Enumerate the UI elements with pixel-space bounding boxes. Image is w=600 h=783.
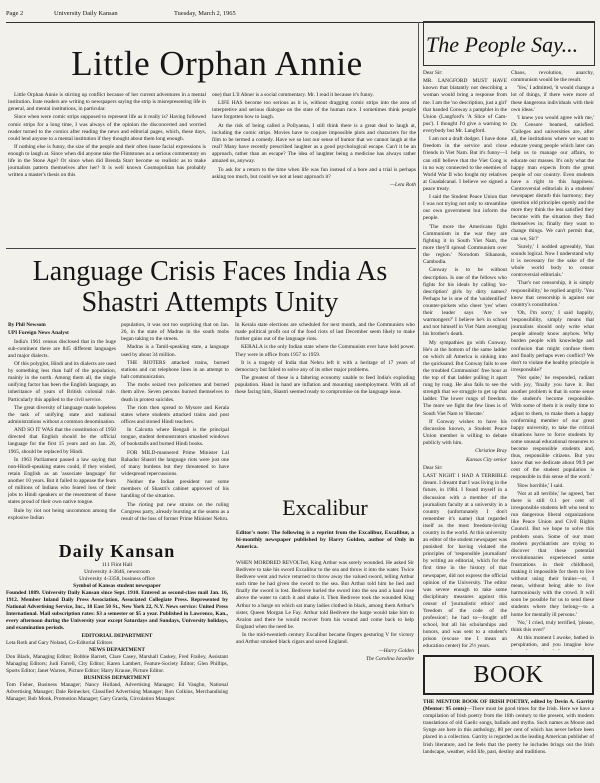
masthead-fine-print: Founded 1889. University Daily Kansan since Sept. 1910. Entered as second-class mail Jan. 16, 1912. Member Inland Daily Press Association, Associated Collegiate Press. Represented by National Advertising Service, Inc., 18 East 50 St., New York 22, N.Y. News service: United Press International. Mail subscription rates: $3 a semester or $5 a year. Published in Lawrence, Kan., every afternoon during the University year except Saturdays and Sundays, University holidays, and examination periods. — [6, 590, 228, 632]
issue-date: Tuesday, March 2, 1965 — [174, 10, 236, 17]
editorial-paragraph: If nothing else is funny, the size of the people and their often inane facial expressions is enough to laugh at. Since when did anyone take the Flintstones as a serious commentary on life in the Stone Age? Or since when did Brenda Starr become so realistic as to make journalists pattern themselves after her? It is well known Cosmopolitan has probably written a master's thesis on this — [8, 144, 206, 179]
lead-paragraph: KERALA is the only Indian state where the Communists ever have held power. They were in office from 1957 to 1959. — [235, 344, 415, 358]
lead-column-1 — [8, 322, 116, 532]
lead-paragraph: Madras is a Tamil-speaking state, a language used by about 34 million. — [121, 344, 229, 358]
lead-paragraph: The mobs seized two policemen and burned them alive. Seven persons burned themselves to death in protest suicides. — [121, 382, 229, 403]
letter-paragraph: 'That's not censorship, it is simply responsibility,' he replied angrily. 'You know that censorship is against our country's constitution.' — [511, 280, 594, 308]
book-reviews-headline: BOOK — [423, 655, 594, 695]
editorial-paragraph: Little Orphan Annie is stirring up conflict because of her current adventures in a mental institution. Irate readers are writing to newspapers saying the strip is misrepresenting life in general, and mental institutions, in particular. — [8, 92, 206, 113]
masthead-address: 111 Flint Hall — [101, 562, 133, 568]
editorial-column-2 — [212, 92, 416, 244]
lead-paragraph: FOR MILD-mannered Prime Minister Lal Bahadur Shastri the language riots were just one of many burdens but they threatened to have widespread repercussions. — [121, 449, 229, 477]
business-department-staff: Tom Fisher, Business Manager; Nancy Holland, Advertising Manager; Ed Vaughn, National Advertising Manager; Dale Reinecker, Classified Advertising Manager; Ron Colkins, Merchandising Manager; Bob Monk, Promotion Manager; Gary Grarda, Circulation Manager. — [6, 681, 228, 703]
letter1-signature: Christine Bray — [475, 448, 507, 455]
letter-paragraph: If Conway wishes to have his discussion known, a Student Peace Union member is willing to debate publicly with him. — [423, 418, 507, 447]
letter1-salutation: Dear Sir: — [423, 70, 443, 76]
letter-paragraph: 'Not at all terrible,' he agreed, 'but there is still 0.1 per cent of irresponsible students left who tend to run dangerous liberal organizations like Peace Union and Civil Rights Council. But we hope to solve this problem soon. Some of our most modern psychiatrists are trying to discover that these potential revolutionaries experienced some frustrations in their childhood, making it impossible for them to live without using their brains—or, I mean, without being able to live harmoniously with the crowd. It will soon be possible for us to send these students where they belong—to a home for mentally ill persons.' — [511, 490, 594, 618]
letter-paragraph: 'No,' I cried, truly terrified, 'please, think this over!' — [511, 619, 594, 633]
editorial-department-heading: EDITORIAL DEPARTMENT — [81, 632, 153, 639]
lead-paragraph: The great diversity of language made hopeless the task of unifying state and national administrations without a common denomination. — [8, 404, 116, 425]
letter-paragraph: At this moment I awoke, bathed in perspiration, and you imagine how — [511, 635, 594, 649]
lead-paragraph: In Calcutta where Bengali is the principal tongue, student demonstrators smashed windows of bookstalls and burned Hindi books. — [121, 427, 229, 448]
letter-paragraph: LAST NIGHT I HAD A TERRIBLE dream. I dreamt that I was living in the future, in 1984. I found myself in a discussion with a member of the journalism faculty at a university in a country (unfortunately I don't remember it's name) that regarded itself as the most freedom-loving country in the world. At this university an editor of the student newspaper was punished for having violated the principles of 'responsible journalism' by writing an editorial, which for the first time in the history of that newspaper, did not express the official opinion of the University. The editor was severe enough to take some disciplinary measures against this censor of 'journalistic ethics' and 'freedom of the code of the profession'; he had to—fought off school, but all his scholarships and honors, and was sent to a student's prison (excuse me I mean an education center) for 2½ years. — [423, 473, 507, 650]
page-number: Page 2 — [6, 10, 24, 17]
letter-paragraph: MR. LANGFORD MUST HAVE known that blatantly not describing a woman would bring a response from me. I am the 'no description, just a girl' that handed Conway a pamphlet in the Union (Langford's 'A Slice of Cam-pus'). I thought I'd give a warning to everybody but Mr. Langford. — [423, 78, 507, 134]
editorial-paragraph: To ask for a return to the time when life was fun instead of a bore and a trial is perhaps asking too much, but could we not at least approach it? — [212, 166, 416, 180]
letter-paragraph: 'How horrible,' I said. — [517, 482, 564, 489]
lead-paragraph: Neither the Indian president nor some members of Shastri's cabinet approved of his handling of the situation. — [121, 479, 229, 500]
letter-paragraph: 'Surely,' I nodded agreeably, 'that sounds logical. Now I understand why it is necessary for the sake of the whole world body to censor controversial editorials.' — [511, 243, 594, 279]
letters-column-1 — [423, 70, 507, 650]
letters-column-2 — [511, 70, 594, 650]
editorial-column-1 — [8, 92, 206, 244]
excalibur-editor-note: Editor's note: The following is a reprint from the Excalibur, Excalibur, a bi-monthly newspaper published by Harry Golden, author of Only in America. — [236, 530, 414, 550]
masthead — [6, 541, 228, 777]
section-rule — [6, 248, 416, 249]
book-review-text: —There must be good times for the Irish. Here we have a compilation of Irish poetry from the 18th century to the present, with modern translations of old Gaelic songs, ballads and myths. Such names as Moore and Synge are here in this anthology, 80 per cent of which has never before been placed in a collection. Garrity is regarded as the leading American publisher of Irish literature, and he feels that the poetry he includes brings out the Irish landscape, weather, wild life, past, destiny and traditions. — [423, 706, 594, 755]
excalibur-signature: —Harry Golden — [378, 647, 414, 654]
editorial-headline: Little Orphan Annie — [71, 44, 363, 83]
excalibur-paragraph: WHEN MORDRED REVOLTed, King Arthur was sorely wounded. He asked Sir Bedivere to take his sword Excalibur to the sea and throw it into the water. Twice Bedivere went and twice returned to throw away the valued sword, telling Arthur each time he had given the sword to the sea. But Arthur told him he lied and finally the sword is lost. Bedivere hurled the sword into the sea and a hand rose above the water to catch it and shake it. Then Bedivere took the wounded King Arthur to a barge on which sat many ladies clothed in black, among them Arthur's sister, Queen Morgan Le Fay. Arthur told Bedivere the barge would take him to Avalon and there he would recover from his wound and come back to help England when the need be. — [236, 560, 414, 630]
letter-paragraph: I said the Student Peace Union that I was not trying not only to streamline our own government but inform the people. — [423, 194, 507, 222]
editorial-paragraph: LIFE HAS become too serious as it is, without dragging comic strips into the area of interpretive and serious dialogue on the state of the human race. I sometimes think people have forgotten how to laugh. — [212, 100, 416, 121]
lead-byline: By Phil Newsom — [8, 322, 46, 328]
letter-paragraph: 'The more the Americans fight Communism in the war they are fighting it in South Viet Nam, the more they'll spread Communism over the region.' Norodom Sihanouk, Cambodia. — [423, 223, 507, 266]
lead-paragraph: In 1963 Parliament passed a law saying that non-Hindi-speaking states could, if they wished, retain English as an 'associate language' for another 10 years. But it failed to appease the fears of millions of Indians who feared loss of their jobs to Hindi speakers or the resentment of those states proud of their own native tongue. — [8, 456, 116, 506]
excalibur-body — [236, 560, 414, 780]
lead-paragraph: India's 1961 census disclosed that in the huge sub-continent there are 845 different languages and major dialects. — [8, 338, 116, 359]
letter-paragraph: 'Not quite,' he responded, radiant with joy, 'finally you have it. But another problem is that in some sense the student's become responsible. With some of them it is really time to adjust to them, to make them a happy conforming member of our great happy university, to take the critical situations have to force students by some unusual educational measures to become responsible students and, thus, responsible citizens. But you know that we dedicate about 99.9 per cent of the student population is responsible in this sense of the word.' — [511, 375, 594, 481]
editorial-paragraph: Since when were comic strips supposed to represent life as it really is? Having followed comic strips for a long time, I was always of the opinion the disconcerted and worried reader turned to the comics after reading the news and editorial pages, which, these days, could lend anyone to a mental institution if they thought about them long enough. — [8, 114, 206, 142]
editorial-paragraph: At the risk of being called a Pollyanna, I still think there is a great deal to laugh at, including the comic strips. Movies have to conjure impossible plots and characters for the film to be termed a comedy. Have we so lost our sense of humor that we cannot laugh at the real? Many have recently prescribed laughter as a good psychological escape. Can't it be an approach, rather than an escape? The idea of laughter being a medicine has always rather amazed us, anyway. — [212, 122, 416, 165]
letter-paragraph: I am not a draft dodger. I have done freedom in the service and close friends in Viet Nam. But it's funny—I can still believe that the Viet Cong is in no way connected to the enemies of World War II who fought my relatives at Guadalcanal. I believe we signed a peace treaty. — [423, 136, 507, 192]
masthead-tagline: Symbol of Kansas student newspaper — [73, 583, 161, 589]
people-say-headline: The People Say... — [423, 21, 595, 66]
lead-paragraph: The riots then spread to Mysore and Kerala states where students attacked trains and post offices and stoned Hindi teachers. — [121, 404, 229, 425]
lead-paragraph: AND SO IT WAS that the constitution of 1950 directed that English should be the official language for the first 15 years and on Jan. 26, 1965, should be replaced by Hindi. — [8, 427, 116, 455]
letter-paragraph: My sympathies go with Conway. He's at the bottom of the same ladder on which all America is sinking into the quicksand. But Conway fails to see the troubled Communists' free hour at the top of that ladder pulling it apart rung by rung. He also fails to see the strength that we struggle to get up that ladder. The lower rungs of freedom. The more we fight the few lines is of South Viet Nam to 'liberate.' — [423, 339, 507, 417]
lead-headline: Language Crisis Faces India As Shastri Attempts Unity — [32, 256, 388, 318]
business-department-heading: BUSINESS DEPARTMENT — [83, 674, 151, 681]
masthead-phone-news: University 4-3646, newsroom — [84, 569, 150, 575]
letter-paragraph: 'I knew you would agree with me,' Dr. Censore beamed, satisfied. 'Colleges and universities are, after all, the institutions where we want to educate young people which later can help us to manage our affairs, to educate our masses. It's only what the happy man expects from the great people of our country. Even students have a right to this happiness. Controversial editorials in a students' newspaper disturb this harmony; they question old principles openly and the more they think the less satisfied they become with the situation they find themselves in; finally they want to change things. We can't permit that, can we, Sir?' — [511, 114, 594, 242]
book-review-title: THE MENTOR BOOK OF IRISH POETRY, edited by Devin A. Garrity (Mentor: 95 cents) — [423, 699, 594, 713]
letter1-signature-info: Kansas City senior — [465, 456, 507, 463]
lead-paragraph: The greatest of these is a faltering economy unable to feed India's exploding population. Hand in hand are inflation and mounting unemployment. With all of these facing him, Shastri seemed ready to compromise on the language issue. — [235, 375, 415, 396]
right-column-rule — [418, 22, 419, 654]
excalibur-signature-org: The Carolina Israelite — [365, 655, 414, 662]
paper-name: University Daily Kansan — [54, 10, 118, 17]
masthead-phone-business: University 4-3358, business office — [79, 576, 155, 582]
letter-paragraph: Conway is to be without description. Is one of the fellows who fights for his ideals by calling 'no-description' girls by dirty names? Perhaps he is one of the 'unidentified' counter-pickets who cheer 'yes' when their leader says 'Are we warmongers?' I believe he's in school and not himself in Viet Nam avenging his brother's death. — [423, 267, 507, 338]
lead-column-2 — [121, 322, 229, 532]
masthead-logo: Daily Kansan — [58, 541, 176, 561]
editorial-paragraph: one) that L'il Abner is a social commentary. Mr. I read it because it's funny. — [212, 92, 374, 98]
editorial-signature: —Leta Roth — [390, 181, 416, 188]
book-review-body — [423, 699, 594, 779]
news-department-heading: NEWS DEPARTMENT — [88, 646, 146, 653]
letter-paragraph: 'Yes,' I admitted, 'it would change a lot of things, if there were more of these dangerous individuals with their own ideas.' — [511, 85, 594, 113]
lead-paragraph: THE RIOTERS attacked trains, burned stations and cut telephone lines in an attempt to halt communication. — [121, 359, 229, 381]
lead-paragraph: Rule by riot not being uncommon among the explosive Indian — [8, 507, 116, 521]
excalibur-headline: Excalibur — [282, 495, 368, 520]
lead-paragraph: Of this polyglot, Hindi and its dialects are used by something less than half of the population, mainly in the north. Among them all, the single unifying factor has been the English language, an inheritance of years of British colonial rule. Particularly this applied to the civil service. — [8, 361, 116, 403]
lead-paragraph: population, it was not too surprising that on Jan. 26, in the state of Madras in the south mobs began taking to the streets. — [121, 322, 229, 343]
letter2-salutation: Dear Sir: — [423, 464, 443, 471]
news-department-staff: Don Black, Managing Editor; Bobbie Barrett, Clare Casey, Marshall Caskey, Fred Frailey, Assistant Managing Editors; Judi Farrell, City Editor; Karen Lambert, Feature-Society Editor; Glen Phillips, Sports Editor; Janet Warren, Picture Editor; Harry Krause, Picture Editor. — [6, 653, 228, 674]
editorial-department-staff: Leta Roth and Gary Noland, Co-Editorial Editors — [6, 639, 113, 646]
lead-byline-title: UPI Foreign News Analyst — [8, 330, 69, 337]
lead-paragraph: In Kerala state elections are scheduled for next month, and the Communists who made political profit out of the food riots of last December seem likely to make further gains out of the language riots. — [235, 322, 415, 343]
letter-paragraph: Chaos, revolution, anarchy, communism would be the result. — [511, 70, 594, 84]
letter-paragraph: 'Oh, I'm sorry,' I said happily, 'responsibility, simply means that journalists should only write what people already know anyhow. Why burden people with knowledge and confusion that might confuse them and finally perhaps even conflict? We don't to violate the healthy principle is irresponsible?' — [511, 310, 594, 373]
lead-column-3 — [235, 322, 415, 490]
excalibur-paragraph: In the mid-twentieth century Excalibur became fingers gesturing V for victory and Arthur smoked black cigars and saved England. — [236, 632, 414, 646]
lead-paragraph: The rioting put new strains on the ruling Congress party, already bursting at the seams as a result of the loss of former Prime Minister Nehru. — [121, 501, 229, 522]
lead-paragraph: It is a tragedy of India that Nehru left it with a heritage of 17 years of democracy but failed to solve any of its other major problems. — [235, 359, 415, 373]
